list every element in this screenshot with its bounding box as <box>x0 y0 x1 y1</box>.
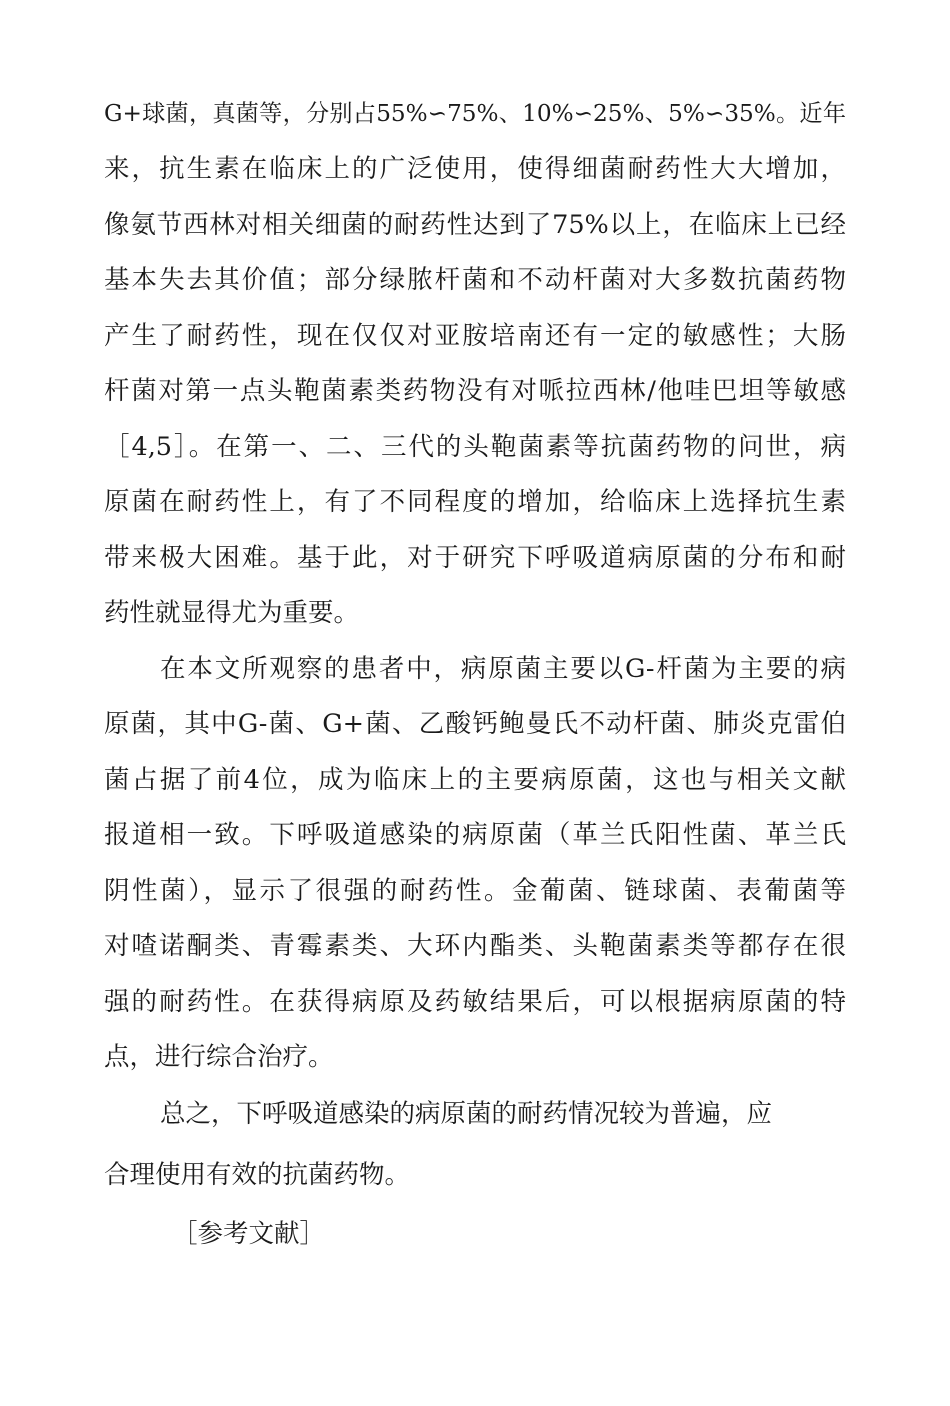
text-line: 原菌，其中G-菌、G+菌、乙酸钙鲍曼氏不动杆菌、肺炎克雷伯 <box>104 709 846 739</box>
text-line: 杆菌对第一点头鞄菌素类药物没有对哌拉西林/他哇巴坦等敏感 <box>104 376 846 406</box>
text-line: 对喳诺酮类、青霉素类、大环内酯类、头鞄菌素类等都存在很 <box>104 931 846 961</box>
references-heading: ［参考文献］ <box>172 1219 326 1249</box>
text-line: 在本文所观察的患者中，病原菌主要以G-杆菌为主要的病 <box>160 654 846 684</box>
text-line: 带来极大困难。基于此，对于研究下呼吸道病原菌的分布和耐 <box>104 543 846 573</box>
text-line: 强的耐药性。在获得病原及药敏结果后，可以根据病原菌的特 <box>104 987 846 1017</box>
text-line: 报道相一致。下呼吸道感染的病原菌（革兰氏阳性菌、革兰氏 <box>104 820 846 850</box>
text-line: 合理使用有效的抗菌药物。 <box>104 1160 411 1190</box>
text-line: 产生了耐药性，现在仅仅对亚胺培南还有一定的敏感性；大肠 <box>104 321 846 351</box>
text-line: G+球菌，真菌等，分别占55%∽75%、10%∽25%、5%∽35%。近年 <box>104 100 846 127</box>
text-line: 基本失去其价值；部分绿脓杆菌和不动杆菌对大多数抗菌药物 <box>104 265 846 295</box>
text-line: ［4,5］。在第一、二、三代的头鞄菌素等抗菌药物的问世，病 <box>104 432 846 462</box>
text-line: 来，抗生素在临床上的广泛使用，使得细菌耐药性大大增加， <box>104 154 846 184</box>
text-line: 菌占据了前4位，成为临床上的主要病原菌，这也与相关文献 <box>104 765 846 795</box>
text-line: 阴性菌），显示了很强的耐药性。金葡菌、链球菌、表葡菌等 <box>104 876 846 906</box>
text-line: 药性就显得尤为重要。 <box>104 598 360 628</box>
text-line: 像氨节西林对相关细菌的耐药性达到了75%以上，在临床上已经 <box>104 210 846 240</box>
text-line: 点，进行综合治疗。 <box>104 1042 334 1072</box>
text-line: 原菌在耐药性上，有了不同程度的增加，给临床上选择抗生素 <box>104 487 846 517</box>
text-line: 总之，下呼吸道感染的病原菌的耐药情况较为普遍，应 <box>160 1099 773 1129</box>
